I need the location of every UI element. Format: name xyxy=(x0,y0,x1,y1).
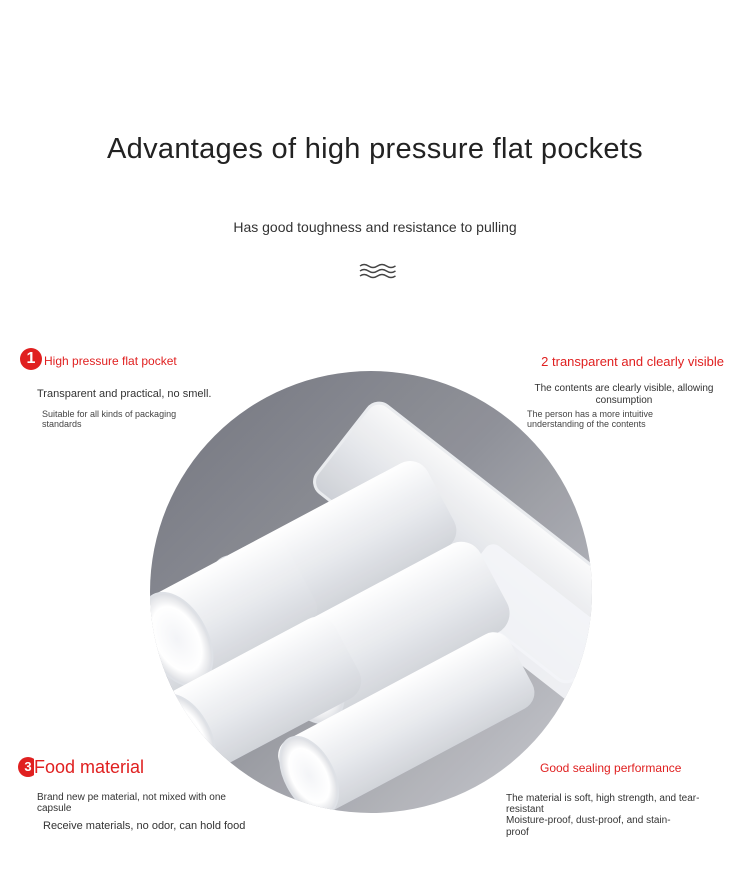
feature-1-heading: High pressure flat pocket xyxy=(44,354,177,368)
feature-3-line-1: Brand new pe material, not mixed with one capsule xyxy=(37,792,226,814)
feature-4-line-1: The material is soft, high strength, and tear-resistant xyxy=(506,793,700,815)
feature-2-line-2: The person has a more intuitive understanding of the contents xyxy=(527,409,654,429)
wave-lines-icon xyxy=(359,262,397,280)
feature-3-heading: Food material xyxy=(34,757,145,777)
feature-1-number-badge: 1 xyxy=(20,348,42,370)
feature-3-line-2: Receive materials, no odor, can hold food xyxy=(43,820,246,832)
feature-4-heading: Good sealing performance xyxy=(540,761,682,775)
feature-1-line-1: Transparent and practical, no smell. xyxy=(37,388,212,400)
feature-2-heading: 2 transparent and clearly visible xyxy=(541,354,724,369)
feature-1-line-2: Suitable for all kinds of packaging standards xyxy=(42,409,177,429)
page-title: Advantages of high pressure flat pockets xyxy=(107,133,643,165)
page-subtitle: Has good toughness and resistance to pulling xyxy=(233,219,517,235)
product-photo xyxy=(150,371,592,813)
feature-4-line-2: Moisture-proof, dust-proof, and stain-proof xyxy=(506,815,671,838)
plastic-bag-rolls-illustration xyxy=(150,371,592,813)
feature-2-line-1: The contents are clearly visible, allowing consumption xyxy=(534,383,714,406)
feature-3-number-badge: 3 xyxy=(18,757,38,777)
